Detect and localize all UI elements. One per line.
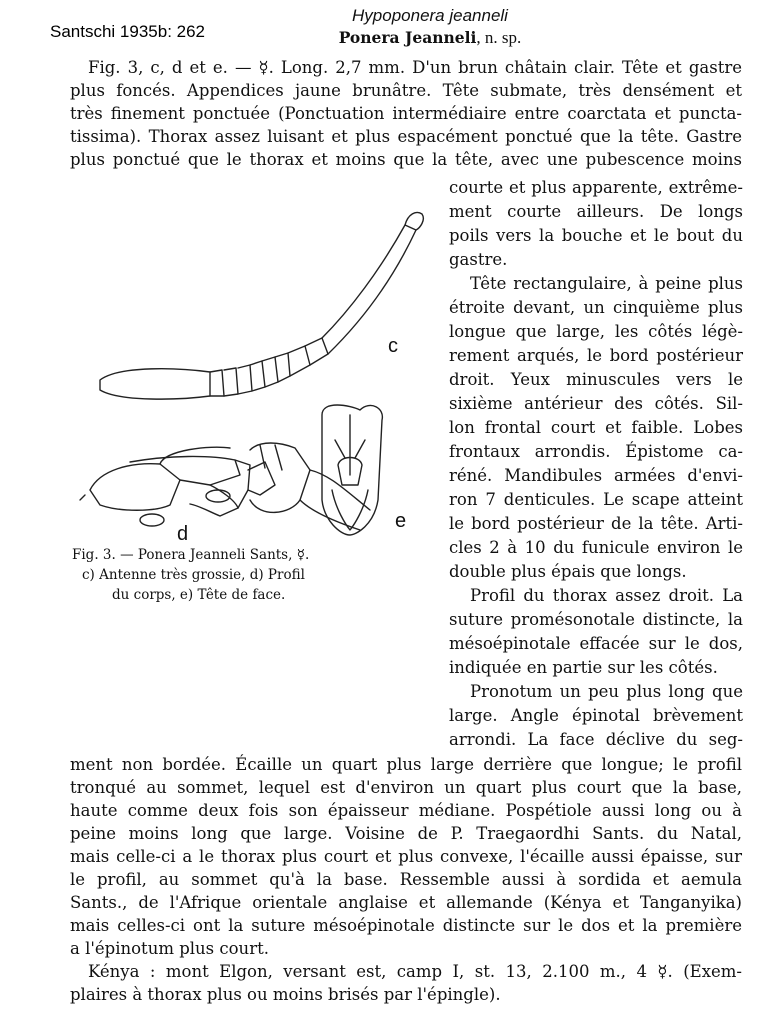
text-line: indiquée en partie sur les côtés.: [449, 658, 718, 677]
text-line: ment non bordée. Écaille un quart plus large derrière que longue; le profil: [70, 755, 742, 774]
text-line: le bord postérieur de la tête. Arti-: [449, 514, 743, 533]
title-suffix: , n. sp.: [476, 28, 522, 47]
text-line: étroite devant, un cinquième plus: [449, 298, 743, 317]
head-front-drawing: [322, 405, 382, 535]
text-line: rement arqués, le bord postérieur: [449, 346, 743, 365]
text-line: double plus épais que longs.: [449, 562, 687, 581]
caption-line: Fig. 3. — Ponera Jeanneli Sants, ☿.: [72, 547, 310, 563]
figure-label-e: e: [395, 510, 407, 532]
text-line: mésoépinotale effacée sur le dos,: [449, 634, 743, 653]
text-line: Profil du thorax assez droit. La: [470, 586, 743, 605]
text-line: large. Angle épinotal brèvement: [449, 706, 743, 725]
article-title: [300, 28, 560, 48]
caption-line: c) Antenne très grossie, d) Profil: [82, 567, 305, 583]
text-line: haute comme deux fois son épaisseur médiane. Pospétiole aussi long ou à: [70, 801, 742, 820]
text-line: mais celles-ci ont la suture mésoépinotale distincte sur le dos et la première: [70, 916, 742, 935]
species-name: Hypoponera jeanneli: [352, 6, 508, 25]
locality-line: plaires à thorax plus ou moins brisés par l'épingle).: [70, 985, 501, 1004]
text-line: tissima). Thorax assez luisant et plus espacément ponctué que la tête. Gastre: [70, 127, 742, 146]
text-line: le profil, au sommet qu'à la base. Ressemble aussi à sordida et aemula: [70, 870, 742, 889]
text-line: Tête rectangulaire, à peine plus: [470, 274, 743, 293]
figure-label-c: c: [388, 335, 398, 357]
text-line: ment courte ailleurs. De longs: [449, 202, 743, 221]
text-line: longue que large, les côtés légè-: [449, 322, 743, 341]
text-line: cles 2 à 10 du funicule environ le: [449, 538, 743, 557]
text-line: lon frontal court et faible. Lobes: [449, 418, 743, 437]
figure-caption: [72, 545, 372, 605]
text-line: plus foncés. Appendices jaune brunâtre. Tête submate, très densément et: [70, 81, 742, 100]
text-line: frontaux arrondis. Épistome ca-: [449, 442, 743, 461]
text-line: Sants., de l'Afrique orientale anglaise et allemande (Kénya et Tanganyika): [70, 893, 742, 912]
text-line: Fig. 3, c, d et e. — ☿. Long. 2,7 mm. D'un brun châtain clair. Tête et gastre: [88, 58, 742, 77]
title-bold: Ponera Jeanneli: [338, 28, 477, 47]
citation-label: Santschi 1935b: 262: [50, 22, 206, 41]
text-line: mais celle-ci a le thorax plus court et plus convexe, l'écaille aussi épaisse, sur: [70, 847, 742, 866]
text-line: Pronotum un peu plus long que: [470, 682, 743, 701]
text-line: poils vers la bouche et le bout du: [449, 226, 743, 245]
text-line: plus ponctué que le thorax et moins que la tête, avec une pubescence moins: [70, 150, 742, 169]
text-line: très finement ponctuée (Ponctuation intermédiaire entre coarctata et puncta-: [70, 104, 742, 123]
text-line: suture promésonotale distincte, la: [449, 610, 743, 629]
text-line: droit. Yeux minuscules vers le: [449, 370, 743, 389]
text-line: tronqué au sommet, lequel est d'environ un quart plus court que la base,: [70, 778, 742, 797]
text-line: peine moins long que large. Voisine de P. Traegaordhi Sants. du Natal,: [70, 824, 742, 843]
text-line: courte et plus apparente, extrême-: [449, 178, 743, 197]
text-line: arrondi. La face déclive du seg-: [449, 730, 743, 749]
figure-label-d: d: [177, 523, 189, 545]
antenna-drawing: [100, 212, 423, 399]
ant-figure: [60, 200, 445, 545]
text-line: sixième antérieur des côtés. Sil-: [449, 394, 743, 413]
text-line: a l'épinotum plus court.: [70, 939, 269, 958]
text-line: gastre.: [449, 250, 508, 269]
text-line: ron 7 denticules. Le scape atteint: [449, 490, 743, 509]
text-line: réné. Mandibules armées d'envi-: [449, 466, 743, 485]
locality-line: Kénya : mont Elgon, versant est, camp I, st. 13, 2.100 m., 4 ☿. (Exem-: [88, 962, 742, 981]
caption-line: du corps, e) Tête de face.: [112, 587, 286, 603]
page-header: [300, 6, 560, 48]
